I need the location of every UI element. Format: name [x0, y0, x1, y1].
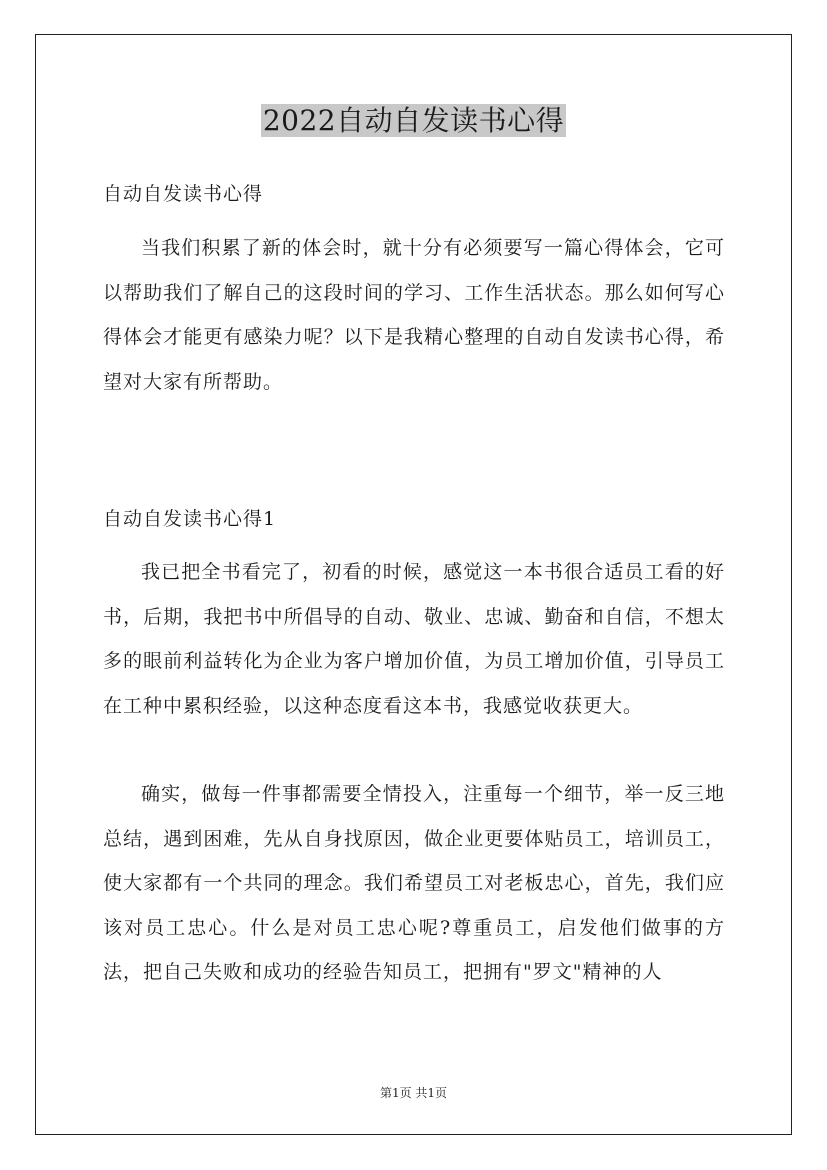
section1-heading: 自动自发读书心得1	[103, 508, 277, 530]
section1-paragraph-2: 确实，做每一件事都需要全情投入，注重每一个细节，举一反三地总结，遇到困难，先从自身找原因，做企业更要体贴员工，培训员工，使大家都有一个共同的理念。我们希望员工对老板忠心，首先，我们应该对员工忠心。什么是对员工忠心呢?尊重员工，启发他们做事的方法，把自己失败和成功的经验告知员工，把拥有"罗文"精神的人	[103, 783, 725, 983]
intro-heading: 自动自发读书心得	[103, 183, 264, 205]
section1-paragraph-1: 我已把全书看完了，初看的时候，感觉这一本书很合适员工看的好书，后期，我把书中所倡导的自动、敬业、忠诚、勤奋和自信，不想太多的眼前利益转化为企业为客户增加价值，为员工增加价值，引导员工在工种中累积经验，以这种态度看这本书，我感觉收获更大。	[103, 561, 725, 717]
intro-paragraph: 当我们积累了新的体会时，就十分有必须要写一篇心得体会，它可以帮助我们了解自己的这段时间的学习、工作生活状态。那么如何写心得体会才能更有感染力呢？以下是我精心整理的自动自发读书心得，希望对大家有所帮助。	[103, 237, 725, 393]
document-title-block	[0, 100, 827, 142]
document-title: 2022自动自发读书心得	[262, 104, 565, 137]
page-footer: 第1页 共1页	[379, 1086, 448, 1100]
